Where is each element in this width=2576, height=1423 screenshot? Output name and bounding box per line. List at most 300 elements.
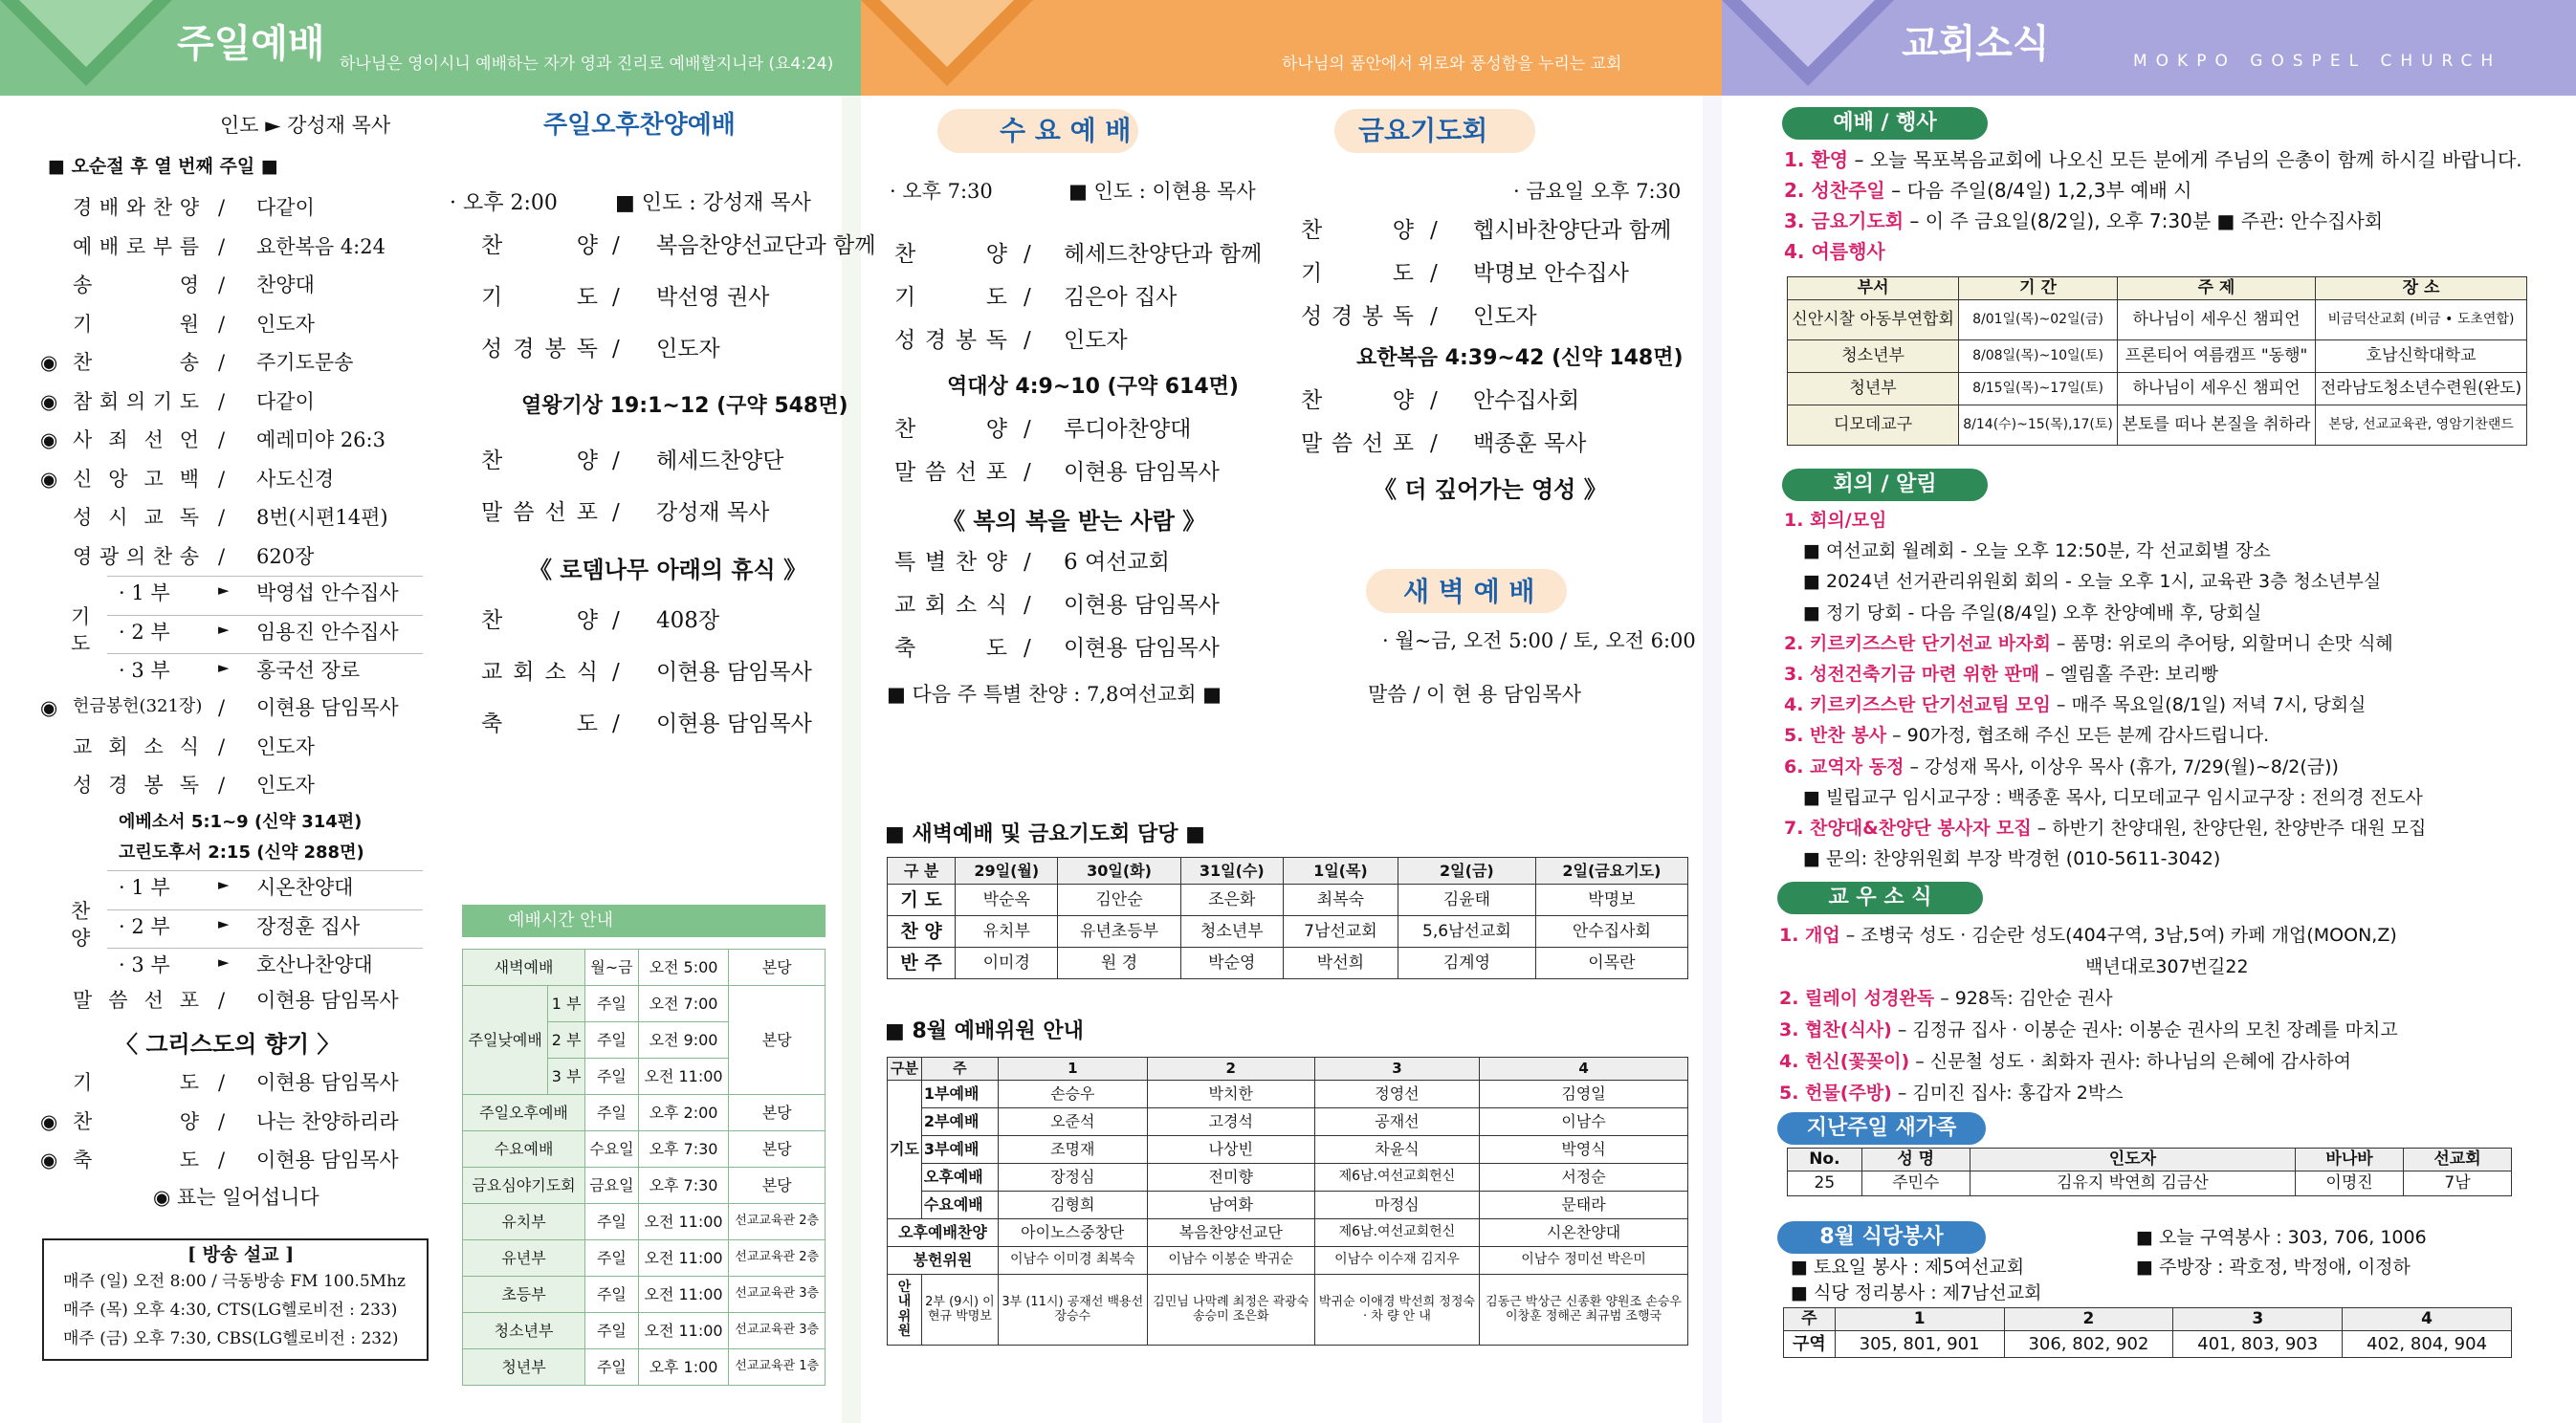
order-label-char: 신: [73, 467, 93, 491]
schedule-cell: 선교교육관 2층: [729, 1204, 826, 1240]
order-label-char: 교: [143, 506, 164, 529]
committee-cell: 공재선: [1314, 1108, 1479, 1136]
schedule-row: [463, 986, 826, 1022]
order-label-char: 고: [143, 467, 164, 491]
schedule-row: [463, 1313, 826, 1349]
schedule-cell: 본당: [729, 1168, 826, 1204]
order-label-char: 씀: [924, 460, 947, 485]
part-value: 임용진 안수집사: [256, 620, 399, 644]
sermon-title: 〈 그리스도의 향기 〉: [115, 1031, 341, 1058]
order-label-char: 별: [924, 550, 947, 575]
order-value: 이현용 담임목사: [256, 696, 399, 719]
kitchen-saturday: ■ 토요일 봉사 : 제5여선교회: [1791, 1257, 2025, 1278]
news-item-text: – 이 주 금요일(8/2일), 오후 7:30분 ■ 주관: 안수집사회: [1904, 209, 2384, 232]
friday-time: · 금요일 오후 7:30: [1513, 180, 1682, 203]
news-item-head: 1. 회의/모임: [1784, 510, 1887, 531]
duty-cell: 5,6남선교회: [1398, 916, 1535, 948]
order-value: 복음찬양선교단과 함께: [656, 233, 876, 258]
new-family-head-cell: 선교회: [2404, 1149, 2512, 1171]
news-item: [2085, 958, 2249, 976]
order-label-char: 축: [481, 712, 503, 736]
event-cell: 하나님이 세우신 챔피언: [2117, 300, 2315, 340]
order-value: 주기도문송: [256, 351, 354, 374]
committee-head-cell: 주: [921, 1058, 998, 1081]
order-label-char: 찬: [1301, 388, 1323, 413]
order-label-char: 원: [179, 312, 199, 336]
next-special-music: ■ 다음 주 특별 찬양 : 7,8여선교회 ■: [887, 683, 1222, 706]
committee-cell: 고경석: [1147, 1108, 1314, 1136]
panel-divider: [1703, 96, 1722, 1423]
order-label: [1301, 306, 1414, 328]
order-value: 인도자: [256, 312, 315, 336]
order-label: [73, 312, 199, 336]
separator: /: [1430, 261, 1438, 286]
order-label-char: 씀: [108, 989, 128, 1012]
order-label-char: 교: [894, 593, 916, 618]
order-label-char: 식: [985, 593, 1007, 618]
new-family-table: [1787, 1148, 2512, 1196]
committee-cell: 제6남.여선교회헌신: [1314, 1164, 1479, 1192]
schedule-cell: 오전 11:00: [638, 1240, 729, 1277]
new-family-head-cell: No.: [1788, 1149, 1862, 1171]
news-item-head: 6. 교역자 동정: [1784, 755, 1904, 777]
order-label-char: 양: [1392, 218, 1414, 243]
order-value: 요한복음 4:24: [256, 234, 385, 258]
schedule-row: [463, 1168, 826, 1204]
order-value: 박명보 안수집사: [1473, 261, 1629, 286]
order-label-char: 양: [576, 233, 598, 258]
event-row: [1788, 340, 2527, 373]
order-label-char: 말: [894, 460, 916, 485]
header-panel-3: [1722, 0, 2576, 96]
separator: /: [218, 989, 226, 1012]
duty-cell: 청소년부: [1180, 916, 1283, 948]
committee-cell: 서정순: [1480, 1164, 1688, 1192]
stand-marker: ◉: [40, 1149, 58, 1171]
committee-cell: 장정심: [998, 1164, 1147, 1192]
news-item-text: – 매주 목요일(8/1일) 저녁 7시, 당회실: [2050, 694, 2367, 716]
news-item-text: – 다음 주일(8/4일) 1,2,3부 예배 시: [1884, 179, 2192, 202]
sunday-title: ■ 오순절 후 열 번째 주일 ■: [48, 156, 278, 177]
schedule-cell: 주일: [585, 1022, 639, 1059]
order-label-char: 찬: [894, 242, 916, 267]
schedule-cell: 오전 11:00: [638, 1204, 729, 1240]
duty-cell: 조은화: [1180, 885, 1283, 916]
schedule-cell: 주일: [585, 1240, 639, 1277]
schedule-cell: 월~금: [585, 950, 639, 986]
event-cell: 본당, 선교교육관, 영암기찬랜드: [2316, 405, 2527, 446]
part-label: · 3 부: [119, 659, 170, 682]
event-head-cell: 부서: [1788, 277, 1959, 300]
committee-cell: 김형희: [998, 1192, 1147, 1219]
order-value: 6 여선교회: [1064, 550, 1170, 575]
committee-row: [888, 1164, 1688, 1192]
news-item-text: – 신문철 성도 · 최화자 권사: 하나님의 은혜에 감사하여: [1909, 1051, 2351, 1072]
duty-cell: 김안순: [1058, 885, 1180, 916]
sunday-pm-title: 주일오후찬양예배: [543, 111, 736, 140]
separator: /: [1024, 460, 1031, 485]
duty-cell: 7남선교회: [1283, 916, 1398, 948]
separator: /: [218, 696, 226, 719]
order-label: [73, 1150, 199, 1171]
schedule-cell: 수요일: [585, 1131, 639, 1168]
separator: /: [218, 389, 226, 413]
order-label-char: 봉: [955, 328, 978, 353]
schedule-table: [462, 949, 826, 1386]
order-value: 찬양대: [256, 274, 315, 296]
schedule-cell: 청년부: [463, 1349, 585, 1386]
duty-head-cell: 29일(월): [956, 858, 1058, 885]
new-family-cell: 7남: [2404, 1171, 2512, 1196]
order-label-char: 축: [73, 1149, 93, 1171]
order-value: 강성재 목사: [656, 500, 770, 525]
news-item: [1784, 666, 2218, 684]
order-value: 나는 찬양하리라: [256, 1109, 399, 1133]
event-cell: 청소년부: [1788, 340, 1959, 373]
committee-cell: 이남수 이미경 최복숙: [998, 1247, 1147, 1275]
order-label-char: 찬: [955, 550, 978, 575]
order-value: 이현용 담임목사: [256, 1071, 399, 1094]
news-item-head: 5. 반찬 봉사: [1784, 725, 1887, 747]
schedule-row: [463, 1349, 826, 1386]
august-committee-table: [887, 1057, 1688, 1346]
sunday-pm-leader: ■ 인도 : 강성재 목사: [615, 191, 811, 215]
separator: /: [612, 500, 620, 525]
header-panel-2: [861, 0, 1722, 96]
news-item-text: – 오늘 목포복음교회에 나오신 모든 분에게 주님의 은총이 함께 하시길 바랍니다.: [1848, 148, 2522, 171]
order-label-char: 식: [179, 734, 199, 758]
order-label-char: 찬: [1301, 218, 1323, 243]
order-label-char: 말: [481, 500, 503, 525]
order-label: 헌금봉헌(321장): [73, 696, 203, 716]
committee-cell: 3부 (11시) 공재선 백용선 장승수: [998, 1275, 1147, 1346]
schedule-cell: 주일: [585, 986, 639, 1022]
order-label-char: 기: [894, 285, 916, 310]
duty-row: [888, 916, 1688, 948]
news-item: [1784, 820, 2426, 838]
part-value: 호산나찬양대: [256, 953, 373, 976]
duty-cell: 안수집사회: [1535, 916, 1687, 948]
news-item: [1784, 727, 2269, 745]
order-value: 인도자: [1064, 328, 1128, 353]
schedule-cell: 주일: [585, 1277, 639, 1313]
separator: /: [612, 337, 620, 361]
order-label-char: 포: [1392, 431, 1414, 456]
news-item-head: 1. 환영: [1784, 148, 1849, 171]
order-label-char: 양: [1392, 388, 1414, 413]
schedule-title: 예배시간 안내: [462, 905, 826, 937]
order-value: 인도자: [1473, 304, 1537, 329]
kitchen-row: [1784, 1331, 2512, 1358]
news-item: [1784, 696, 2366, 714]
news-item-text: – 하반기 찬양대원, 찬양단원, 찬양반주 대원 모집: [2031, 818, 2427, 839]
committee-cell: 박영식: [1480, 1136, 1688, 1164]
duty-head-cell: 2일(금요기도): [1535, 858, 1687, 885]
order-label: [73, 430, 199, 450]
part-label: · 3 부: [119, 953, 170, 976]
kitchen-header: [1784, 1308, 2512, 1331]
committee-cell: 김동근 박상근 신종환 양원조 손승우 이창훈 정해곤 최규범 조행국: [1480, 1275, 1688, 1346]
dawn-title: 새 벽 예 배: [1403, 576, 1535, 607]
order-label-char: 회: [108, 734, 128, 758]
order-label-char: 광: [99, 544, 120, 568]
duty-cell: 유년초등부: [1058, 916, 1180, 948]
news-item-text: ■ 2024년 선거관리위원회 회의 - 오늘 오후 1시, 교육관 3층 청소년부실: [1803, 571, 2382, 593]
news-item: [1784, 211, 2383, 230]
separator: /: [218, 196, 226, 219]
news-item: [1803, 850, 2220, 868]
committee-head-cell: 1: [998, 1058, 1147, 1081]
order-label-char: 찬: [481, 449, 503, 473]
committee-row: [888, 1192, 1688, 1219]
schedule-row: [463, 1204, 826, 1240]
news-item-text: ■ 여선교회 월례회 - 오늘 오후 12:50분, 각 선교회별 장소: [1803, 540, 2271, 562]
row-rule: [107, 576, 423, 577]
event-cell: 프론티어 여름캠프 "동행": [2117, 340, 2315, 373]
order-label-char: 씀: [1331, 431, 1354, 456]
order-label-char: 찬: [73, 351, 93, 374]
schedule-cell: 주일낮예배: [463, 986, 548, 1095]
schedule-cell: 수요예배: [463, 1131, 585, 1168]
order-label-char: 송: [179, 351, 199, 374]
event-cell: 8/01일(목)~02일(금): [1959, 300, 2118, 340]
schedule-cell: 선교교육관 2층: [729, 1240, 826, 1277]
order-value: 헤세드찬양단: [656, 449, 784, 473]
order-label-char: 배: [99, 196, 120, 219]
order-label: [73, 1109, 199, 1133]
order-label-char: 죄: [108, 428, 128, 451]
news-item: [1779, 990, 2113, 1008]
order-label-char: 찬: [152, 196, 173, 219]
group-label: 기 도: [71, 605, 91, 655]
schedule-cell: 초등부: [463, 1277, 585, 1313]
separator: /: [1024, 636, 1031, 661]
order-value: 다같이: [256, 196, 315, 219]
committee-head-cell: 3: [1314, 1058, 1479, 1081]
committee-cell: 나상빈: [1147, 1136, 1314, 1164]
order-label-char: 축: [894, 636, 916, 661]
separator: /: [218, 734, 226, 758]
order-value: 예레미야 26:3: [256, 428, 385, 451]
kitchen-head-cell: 2: [2004, 1308, 2173, 1331]
schedule-cell: 주일: [585, 1204, 639, 1240]
scripture-2: 고린도후서 2:15 (신약 288면): [119, 843, 364, 863]
order-label: [894, 638, 1007, 660]
separator: /: [1430, 304, 1438, 329]
news-item: [1784, 181, 2191, 200]
kitchen-cleanup: ■ 식당 정리봉사 : 제7남선교회: [1791, 1282, 2042, 1303]
row-rule: [107, 909, 423, 910]
schedule-row: [463, 1131, 826, 1168]
wednesday-scripture: 역대상 4:9~10 (구약 614면): [947, 375, 1239, 399]
committee-cell: 손승우: [998, 1081, 1147, 1108]
event-cell: 하나님이 세우신 챔피언: [2117, 373, 2315, 405]
schedule-cell: 오전 11:00: [638, 1277, 729, 1313]
new-family-header: [1788, 1149, 2512, 1171]
order-label-char: 독: [179, 774, 199, 797]
schedule-cell: 오후 1:00: [638, 1349, 729, 1386]
separator: /: [218, 467, 226, 491]
order-label: [73, 389, 199, 413]
order-label-char: 기: [481, 285, 503, 310]
order-label: [1301, 433, 1414, 455]
separator: /: [1024, 285, 1031, 310]
order-label-char: 언: [179, 428, 199, 451]
part-label: · 2 부: [119, 620, 170, 644]
order-label: [1301, 390, 1414, 412]
duty-header: [888, 858, 1688, 885]
separator: /: [218, 544, 226, 568]
kitchen-head-cell: 4: [2343, 1308, 2512, 1331]
order-label: [894, 330, 1007, 352]
news-title: 교회소식: [1902, 22, 2050, 66]
committee-cell: 박귀순 이애경 박선희 정정숙 · 차 량 안 내: [1314, 1275, 1479, 1346]
committee-cell: 안 내 위 원: [888, 1275, 922, 1346]
standing-note: ◉ 표는 일어섭니다: [153, 1186, 319, 1209]
order-label-char: 회: [924, 593, 947, 618]
order-label-char: 도: [179, 1071, 199, 1094]
separator: /: [612, 233, 620, 258]
order-label-char: 소: [143, 734, 164, 758]
arrow-icon: ►: [218, 876, 230, 893]
separator: /: [612, 660, 620, 685]
committee-cell: 3부예배: [921, 1136, 998, 1164]
committee-head-cell: 2: [1147, 1058, 1314, 1081]
part-value: 시온찬양대: [256, 876, 354, 899]
order-label-char: 성: [73, 774, 93, 797]
order-value: 헤세드찬양단과 함께: [1064, 242, 1263, 267]
committee-cell: 이남수 이봉순 박귀순: [1147, 1247, 1314, 1275]
broadcast-line: 매주 (일) 오전 8:00 / 극동방송 FM 100.5Mhz: [63, 1272, 406, 1291]
kitchen-cell: 402, 804, 904: [2343, 1331, 2512, 1358]
scripture-1: 에베소서 5:1~9 (신약 314편): [119, 812, 363, 832]
header-triangle-decoration: [1722, 0, 1913, 96]
news-item: [1784, 755, 2339, 777]
wednesday-sermon-title: 《 복의 복을 받는 사람 》: [942, 508, 1206, 535]
committee-cell: 봉헌위원: [888, 1247, 999, 1275]
new-family-cell: 주민수: [1861, 1171, 1970, 1196]
order-label-char: 도: [576, 712, 598, 736]
schedule-cell: 주일: [585, 1313, 639, 1349]
order-value: 이현용 담임목사: [1064, 460, 1220, 485]
order-label: [481, 713, 598, 735]
committee-header: [888, 1058, 1688, 1081]
sunday-pm-time: · 오후 2:00: [450, 191, 558, 215]
order-label-char: 성: [481, 337, 503, 361]
order-label-char: 찬: [481, 608, 503, 633]
order-label: [894, 419, 1007, 441]
news-item: [1803, 542, 2271, 560]
schedule-cell: 본당: [729, 1095, 826, 1131]
order-value: 루디아찬양대: [1064, 417, 1192, 442]
event-row: [1788, 405, 2527, 446]
news-item-text: ■ 빌립교구 임시교구장 : 백종훈 목사, 디모데교구 임시교구장 : 전의경 전도사: [1803, 786, 2423, 808]
order-label-char: 양: [179, 1109, 199, 1133]
prayer-duty-title: ■ 새벽예배 및 금요기도회 담당 ■: [885, 822, 1205, 846]
part-value: 장정훈 집사: [256, 914, 361, 938]
order-label: [73, 544, 199, 568]
order-label-char: 성: [1301, 304, 1323, 329]
order-value: 안수집사회: [1473, 388, 1580, 413]
schedule-row: [463, 1095, 826, 1131]
committee-head-cell: 구분: [888, 1058, 922, 1081]
news-item-head: 2. 성찬주일: [1784, 179, 1885, 202]
schedule-cell: 오전 7:00: [638, 986, 729, 1022]
broadcast-box: [42, 1238, 429, 1361]
order-label: [481, 502, 598, 524]
committee-cell: 문태라: [1480, 1192, 1688, 1219]
order-label-char: 부: [152, 234, 173, 258]
order-value: 인도자: [256, 734, 315, 758]
duty-cell: 박순옥: [956, 885, 1058, 916]
committee-cell: 오준석: [998, 1108, 1147, 1136]
schedule-cell: 오전 9:00: [638, 1022, 729, 1059]
committee-cell: 이남수: [1480, 1108, 1688, 1136]
order-label-char: 독: [1392, 304, 1414, 329]
stand-marker: ◉: [40, 428, 58, 451]
broadcast-title: [ 방송 설교 ]: [187, 1244, 295, 1265]
order-value: 8번(시편14편): [256, 506, 388, 529]
news-item: [1779, 1021, 2398, 1040]
order-label: [894, 287, 1007, 309]
new-family-cell: 김유지 박연희 김금산: [1970, 1171, 2295, 1196]
news-item: [1784, 512, 1886, 530]
order-value: 박선영 권사: [656, 285, 770, 310]
event-cell: 비금덕산교회 (비금 • 도초연합): [2316, 300, 2527, 340]
order-value: 620장: [256, 544, 315, 568]
news-item-text: – 조병국 성도 · 김순란 성도(404구역, 3남,5여) 카페 개업(MOON,Z): [1839, 925, 2397, 946]
news-item-head: 4. 헌신(꽃꽂이): [1779, 1051, 1910, 1072]
event-cell: 신안시찰 아동부연합회: [1788, 300, 1959, 340]
schedule-cell: 오후 7:30: [638, 1131, 729, 1168]
separator: /: [612, 285, 620, 310]
order-label-char: 말: [73, 989, 93, 1012]
dawn-time: · 월~금, 오전 5:00 / 토, 오전 6:00: [1382, 629, 1696, 652]
section-meetings: 회의 / 알림: [1782, 469, 1988, 501]
order-label-char: 경: [73, 196, 93, 219]
order-label: [481, 610, 598, 632]
order-label-char: 교: [73, 734, 93, 758]
schedule-cell: 3 부: [548, 1059, 585, 1095]
event-row: [1788, 300, 2527, 340]
committee-cell: 이남수 정미선 박은미: [1480, 1247, 1688, 1275]
order-label-char: 독: [985, 328, 1007, 353]
committee-cell: 기도: [888, 1081, 922, 1219]
news-item-text: – 김정규 집사 · 이봉순 권사: 이봉순 권사의 모친 장례를 마치고: [1891, 1019, 2398, 1040]
news-item: [1784, 632, 2393, 654]
part-value: 홍국선 장로: [256, 659, 361, 682]
header-verse: 하나님은 영이시니 예배하는 자가 영과 진리로 예배할지니라 (요4:24): [340, 55, 834, 74]
order-label-char: 양: [576, 449, 598, 473]
committee-row: [888, 1136, 1688, 1164]
order-label-char: 성: [73, 506, 93, 529]
duty-cell: 이목란: [1535, 948, 1687, 979]
news-item-head: 3. 성전건축기금 마련 위한 판매: [1784, 664, 2040, 685]
order-label-char: 씀: [513, 500, 535, 525]
order-label-char: 도: [1392, 261, 1414, 286]
separator: /: [1430, 388, 1438, 413]
news-item: [1784, 150, 2522, 169]
schedule-row: [463, 950, 826, 986]
wednesday-leader: ■ 인도 : 이현용 목사: [1068, 180, 1256, 203]
separator: /: [612, 712, 620, 736]
order-label-char: 양: [576, 608, 598, 633]
header-triangle-decoration: [0, 0, 191, 96]
order-label-char: 찬: [481, 233, 503, 258]
event-cell: 청년부: [1788, 373, 1959, 405]
order-label-char: 찬: [894, 417, 916, 442]
committee-cell: 마정심: [1314, 1192, 1479, 1219]
